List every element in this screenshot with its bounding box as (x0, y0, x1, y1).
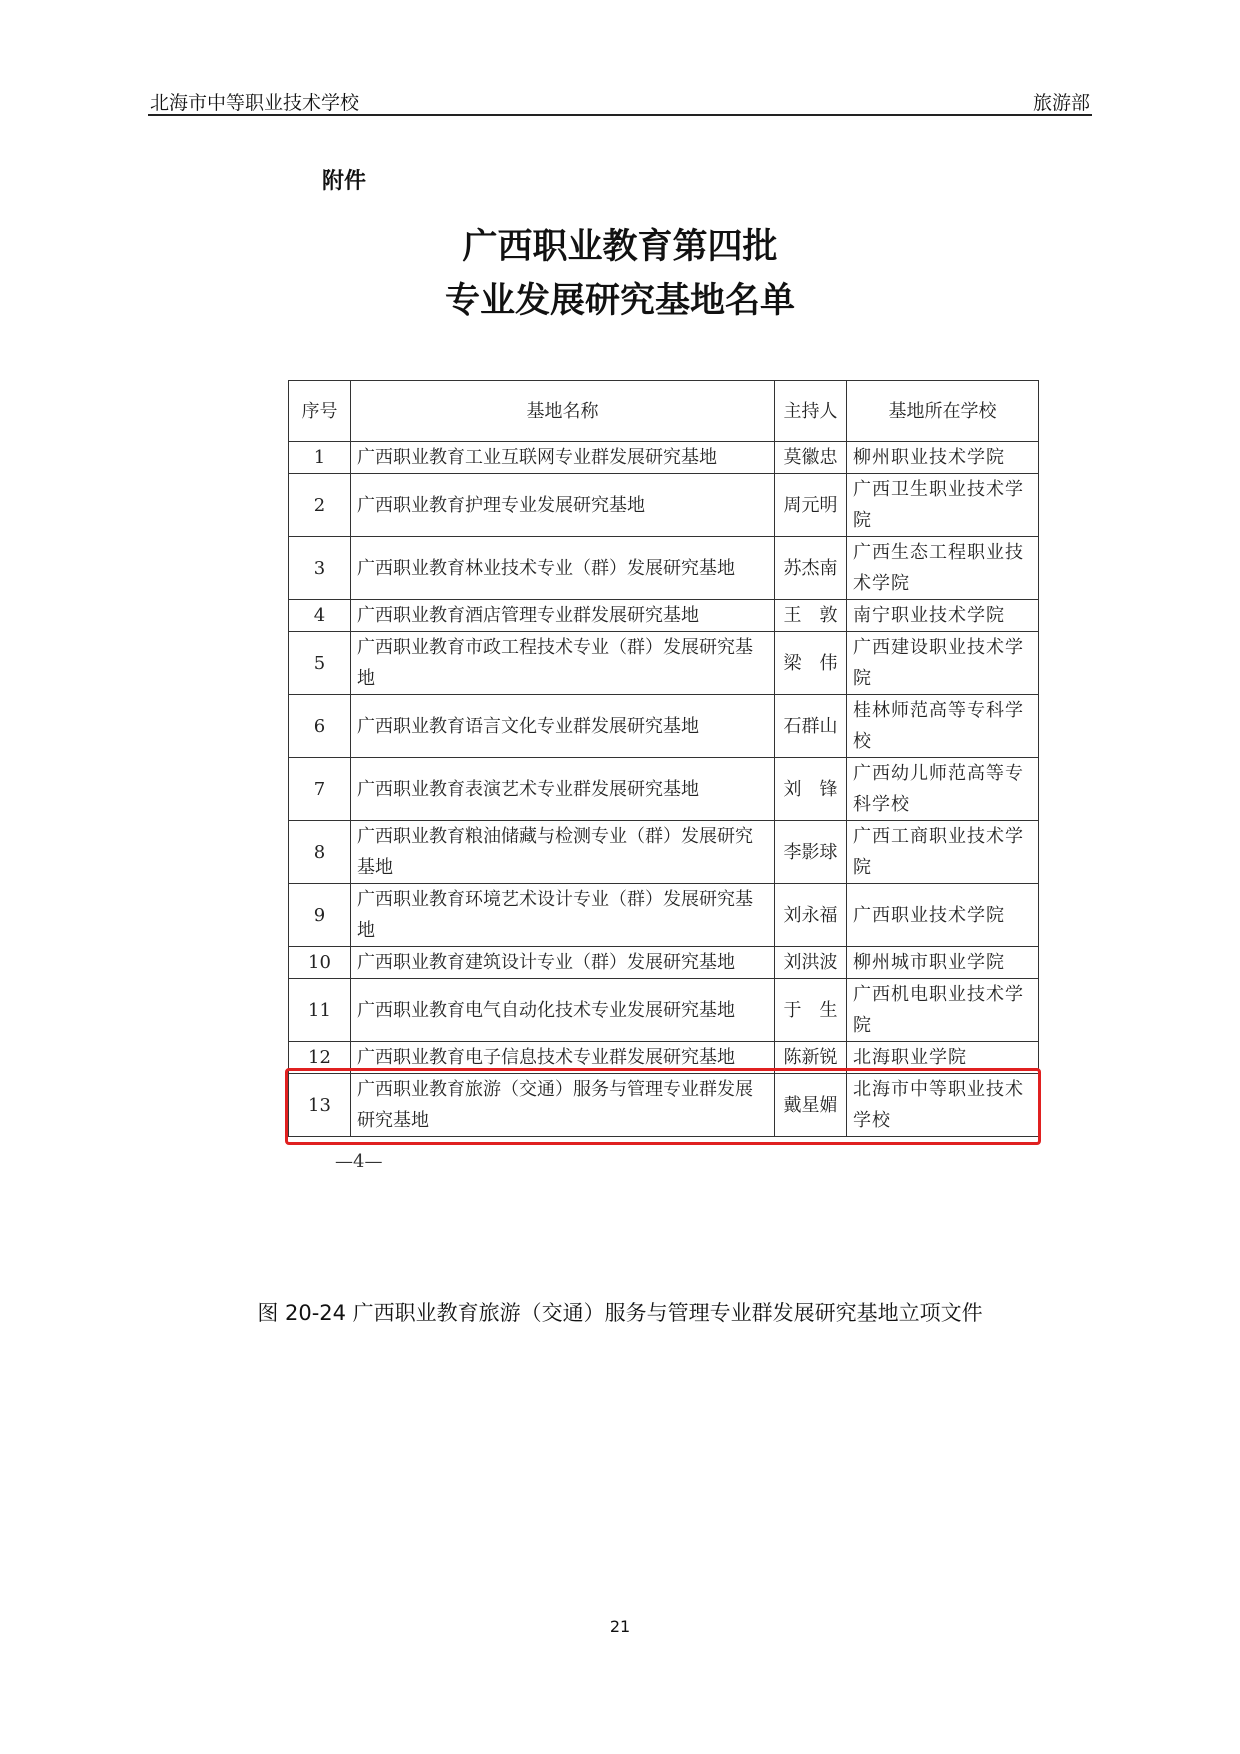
table-row (289, 632, 1039, 695)
host-name: 王 敦 (775, 600, 847, 632)
school-name: 柳州职业技术学院 (847, 442, 1039, 474)
host-name: 李影球 (775, 821, 847, 884)
row-number: 5 (289, 632, 351, 695)
header-host: 主持人 (775, 381, 847, 442)
base-name: 广西职业教育护理专业发展研究基地 (351, 474, 775, 537)
row-number: 3 (289, 537, 351, 600)
school-name: 桂林师范高等专科学校 (847, 695, 1039, 758)
school-name: 广西工商职业技术学院 (847, 821, 1039, 884)
school-name: 广西职业技术学院 (847, 884, 1039, 947)
host-name: 戴星媚 (775, 1074, 847, 1137)
row-number: 8 (289, 821, 351, 884)
school-name: 柳州城市职业学院 (847, 947, 1039, 979)
row-number: 10 (289, 947, 351, 979)
table-row (289, 537, 1039, 600)
school-name: 广西幼儿师范高等专科学校 (847, 758, 1039, 821)
row-number: 11 (289, 979, 351, 1042)
title-line-2: 专业发展研究基地名单 (444, 280, 795, 321)
row-number: 1 (289, 442, 351, 474)
table-row (289, 758, 1039, 821)
base-name: 广西职业教育工业互联网专业群发展研究基地 (351, 442, 775, 474)
school-name: 北海市中等职业技术学校 (847, 1074, 1039, 1137)
school-name: 广西建设职业技术学院 (847, 632, 1039, 695)
row-number: 2 (289, 474, 351, 537)
table-row (289, 947, 1039, 979)
table-row (289, 695, 1039, 758)
host-name: 于 生 (775, 979, 847, 1042)
document-title (300, 220, 940, 328)
base-name: 广西职业教育环境艺术设计专业（群）发展研究基地 (351, 884, 775, 947)
host-name: 刘永福 (775, 884, 847, 947)
header-department: 旅游部 (1032, 92, 1090, 114)
table-body (289, 442, 1039, 1137)
row-number: 6 (289, 695, 351, 758)
page-number: 21 (609, 1617, 631, 1636)
table-row (289, 979, 1039, 1042)
base-name: 广西职业教育粮油储藏与检测专业（群）发展研究基地 (351, 821, 775, 884)
host-name: 莫徽忠 (775, 442, 847, 474)
base-name: 广西职业教育电气自动化技术专业发展研究基地 (351, 979, 775, 1042)
base-name: 广西职业教育市政工程技术专业（群）发展研究基地 (351, 632, 775, 695)
host-name: 石群山 (775, 695, 847, 758)
attachment-label: 附件 (322, 169, 367, 194)
header-no: 序号 (289, 381, 351, 442)
host-name: 苏杰南 (775, 537, 847, 600)
base-name: 广西职业教育语言文化专业群发展研究基地 (351, 695, 775, 758)
title-line-1: 广西职业教育第四批 (462, 226, 778, 267)
header-school: 北海市中等职业技术学校 (150, 92, 360, 114)
table-row (289, 474, 1039, 537)
host-name: 刘 锋 (775, 758, 847, 821)
host-name: 梁 伟 (775, 632, 847, 695)
row-number: 4 (289, 600, 351, 632)
table-row (289, 821, 1039, 884)
header-school: 基地所在学校 (847, 381, 1039, 442)
highlight-box (285, 1068, 1041, 1145)
table-header-row (289, 381, 1039, 442)
host-name: 陈新锐 (775, 1042, 847, 1074)
scan-page-number: —4— (335, 1150, 383, 1172)
row-number: 12 (289, 1042, 351, 1074)
school-name: 广西生态工程职业技术学院 (847, 537, 1039, 600)
table-row (289, 442, 1039, 474)
row-number: 7 (289, 758, 351, 821)
base-name: 广西职业教育建筑设计专业（群）发展研究基地 (351, 947, 775, 979)
row-number: 13 (289, 1074, 351, 1137)
base-name: 广西职业教育旅游（交通）服务与管理专业群发展研究基地 (351, 1074, 775, 1137)
host-name: 周元明 (775, 474, 847, 537)
header-name: 基地名称 (351, 381, 775, 442)
base-name: 广西职业教育林业技术专业（群）发展研究基地 (351, 537, 775, 600)
base-name: 广西职业教育电子信息技术专业群发展研究基地 (351, 1042, 775, 1074)
school-name: 广西机电职业技术学院 (847, 979, 1039, 1042)
header-rule (148, 114, 1092, 116)
school-name: 南宁职业技术学院 (847, 600, 1039, 632)
base-name: 广西职业教育表演艺术专业群发展研究基地 (351, 758, 775, 821)
school-name: 广西卫生职业技术学院 (847, 474, 1039, 537)
figure-caption: 图 20-24 广西职业教育旅游（交通）服务与管理专业群发展研究基地立项文件 (257, 1301, 983, 1325)
table-row (289, 884, 1039, 947)
school-name: 北海职业学院 (847, 1042, 1039, 1074)
table-row (289, 600, 1039, 632)
host-name: 刘洪波 (775, 947, 847, 979)
row-number: 9 (289, 884, 351, 947)
base-name: 广西职业教育酒店管理专业群发展研究基地 (351, 600, 775, 632)
base-list-table (288, 380, 1039, 1137)
